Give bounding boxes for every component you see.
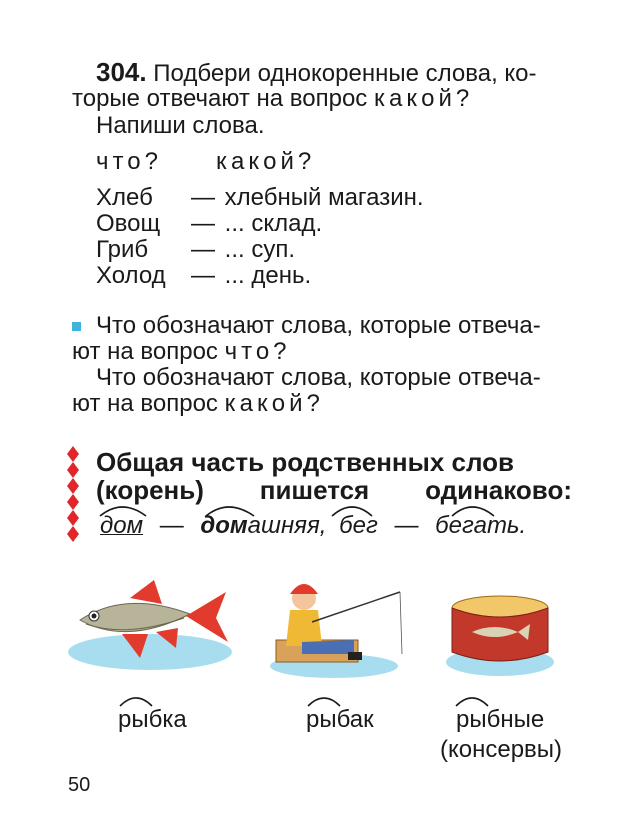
page-number: 50 [68, 774, 91, 796]
caption-root: рыб [456, 706, 501, 733]
question-2-line-1: Что обозначают слова, которые отвеча- [96, 364, 541, 391]
example-dash: — [394, 512, 419, 539]
example-ending: ать. [473, 512, 527, 539]
caption-konservy: (консервы) [440, 736, 563, 763]
row-dash: — [191, 210, 215, 237]
question-1-line-2 [72, 340, 291, 364]
question-1-line-1: Что обозначают слова, которые отвеча- [96, 312, 541, 339]
bullet-square [72, 322, 81, 331]
question-kakoi: какой? [224, 390, 324, 417]
caption-rybka [118, 708, 187, 732]
question-2-line-2 [72, 392, 324, 416]
fisherman-picture-icon [262, 570, 412, 682]
row-word: Хлеб [96, 184, 153, 211]
row-phrase: хлебный магазин. [224, 184, 424, 211]
caption-root: рыб [306, 706, 350, 733]
row-phrase: ... склад. [224, 210, 323, 237]
exercise-task-line-2 [72, 87, 473, 111]
row-phrase: ... суп. [224, 236, 296, 263]
table-row [96, 212, 322, 236]
question-text: ют на вопрос [72, 390, 225, 417]
table-row [96, 238, 295, 262]
row-word: Овощ [96, 210, 161, 237]
question-chto: что? [224, 338, 291, 365]
caption-ending: ак [349, 706, 374, 733]
question-text: ют на вопрос [72, 338, 225, 365]
fish-picture-icon [66, 576, 240, 676]
exercise-task-line-3: Напиши слова. [96, 112, 265, 139]
caption-rybak [306, 708, 374, 732]
row-word: Гриб [96, 236, 149, 263]
task-text-1: Подбери однокоренные слова, ко- [153, 60, 537, 87]
row-phrase: ... день. [224, 262, 312, 289]
row-word: Холод [96, 262, 166, 289]
rule-line-1: Общая часть родственных слов [96, 447, 515, 477]
column-head-which: какой? [216, 148, 316, 175]
row-dash: — [191, 236, 215, 263]
rule-word-same: одинаково: [425, 475, 572, 505]
example-ending: ашняя, [247, 512, 327, 539]
caption-rybnye [456, 708, 544, 732]
question-kakoi: какой? [373, 85, 474, 112]
caption-root: рыб [118, 706, 163, 733]
example-root: дом [100, 512, 144, 539]
rule-word-written: пишется [259, 475, 370, 505]
caption-ending: ные [500, 706, 545, 733]
rule-word-root: (корень) [96, 475, 204, 505]
task-text-2: торые отвечают на вопрос [72, 85, 374, 112]
table-row [96, 264, 311, 288]
root-arcs-icon [96, 500, 556, 520]
example-dash: — [159, 512, 184, 539]
rule-bar-icon [66, 446, 80, 546]
exercise-number: 304. [96, 57, 147, 87]
canned-fish-picture-icon [444, 588, 556, 678]
row-dash: — [191, 262, 215, 289]
caption-ending: ка [162, 706, 187, 733]
example-root: бег [339, 512, 378, 539]
row-dash: — [191, 184, 215, 211]
table-row [96, 186, 424, 210]
example-root: бег [435, 512, 474, 539]
column-head-what: что? [96, 148, 162, 175]
exercise-task-line-1 [96, 57, 537, 87]
example-root: дом [200, 512, 248, 539]
